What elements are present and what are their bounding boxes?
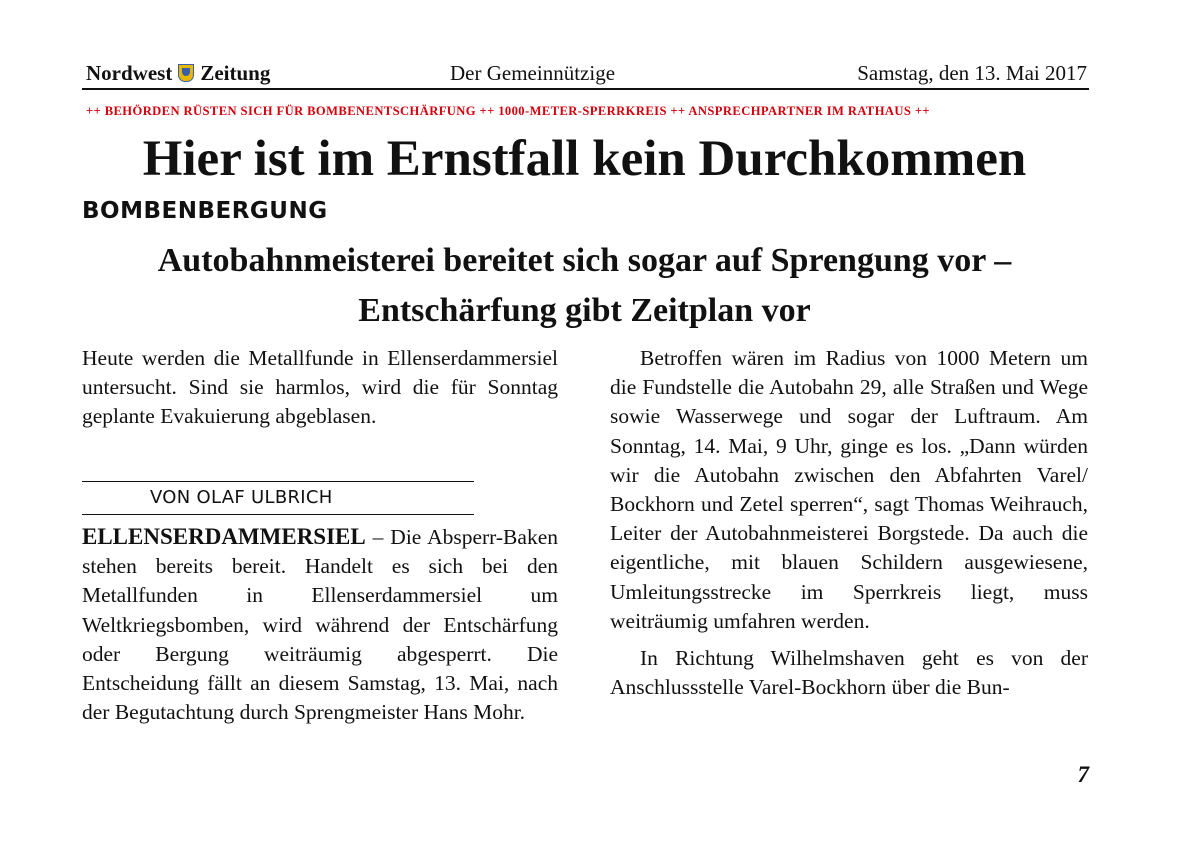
kicker: BOMBENBERGUNG: [82, 198, 328, 224]
coat-of-arms-icon: [178, 64, 194, 82]
headline: Hier ist im Ernstfall kein Durchkommen: [142, 131, 1027, 187]
publication-name: Der Gemeinnützige: [450, 61, 616, 85]
teaser: Heute werden die Metallfunde in Ellenserdammersiel untersucht. Sind sie harmlos, wird die für Sonntag geplante Evakuierung abgeblasen.: [82, 346, 558, 429]
news-ticker: ++ BEHÖRDEN RÜSTEN SICH FÜR BOMBENENTSCHÄRFUNG ++ 1000-METER-SPERRKREIS ++ ANSPRECHPARTNER IM RATHAUS ++: [86, 104, 931, 118]
article-body-right: [610, 344, 1088, 702]
page-number: 7: [1077, 762, 1089, 787]
teaser-column: [82, 344, 558, 432]
article-paragraph: In Richtung Wilhelmshaven geht es von der Anschlussstelle Varel-Bockhorn über die Bun-: [610, 646, 1088, 700]
article-body-left: [82, 522, 558, 727]
byline-rule-top: [82, 481, 474, 482]
byline: VON OLAF ULBRICH: [150, 487, 333, 508]
article-paragraph: [82, 522, 558, 727]
newspaper-header: [82, 58, 1089, 90]
byline-rule-bottom: [82, 514, 474, 515]
article-paragraph: Betroffen wären im Radius von 1000 Metern um die Fundstelle die Autobahn 29, alle Straßen und Wege sowie Wasserwege und sogar der Luftraum. Am Sonntag, 14. Mai, 9 Uhr, ginge es los. „Dann würden wir die Autobahn zwischen den Abfahrten Varel/ Bockhorn und Zetel sperren“, sagt Thomas Weihrauch, Leiter der Autobahnmeisterei Borgstede. Da auch die eigentliche, mit blauen Schildern ausgewiesene, Umleitungsstrecke im Sperrkreis liegt, muss weiträumig umfahren werden.: [610, 346, 1088, 633]
dateline: ELLENSERDAMMERSIEL: [82, 524, 366, 549]
article-text: – Die Absperr-Baken stehen bereits bereit. Handelt es sich bei den Metallfunden in Ellenserdammersiel um Weltkriegsbomben, wird während der Entschärfung oder Bergung weiträumig abgesperrt. Die Entscheidung fällt an diesem Samstag, 13. Mai, nach der Begutachtung durch Sprengmeister Hans Mohr.: [82, 525, 558, 725]
issue-date: Samstag, den 13. Mai 2017: [857, 61, 1087, 85]
masthead-right: Zeitung: [200, 61, 271, 85]
subheadline: Autobahnmeisterei bereitet sich sogar auf Sprengung vor – Entschärfung gibt Zeitplan vor: [157, 242, 1012, 329]
masthead-left: Nordwest: [86, 61, 173, 85]
masthead: [86, 58, 270, 88]
